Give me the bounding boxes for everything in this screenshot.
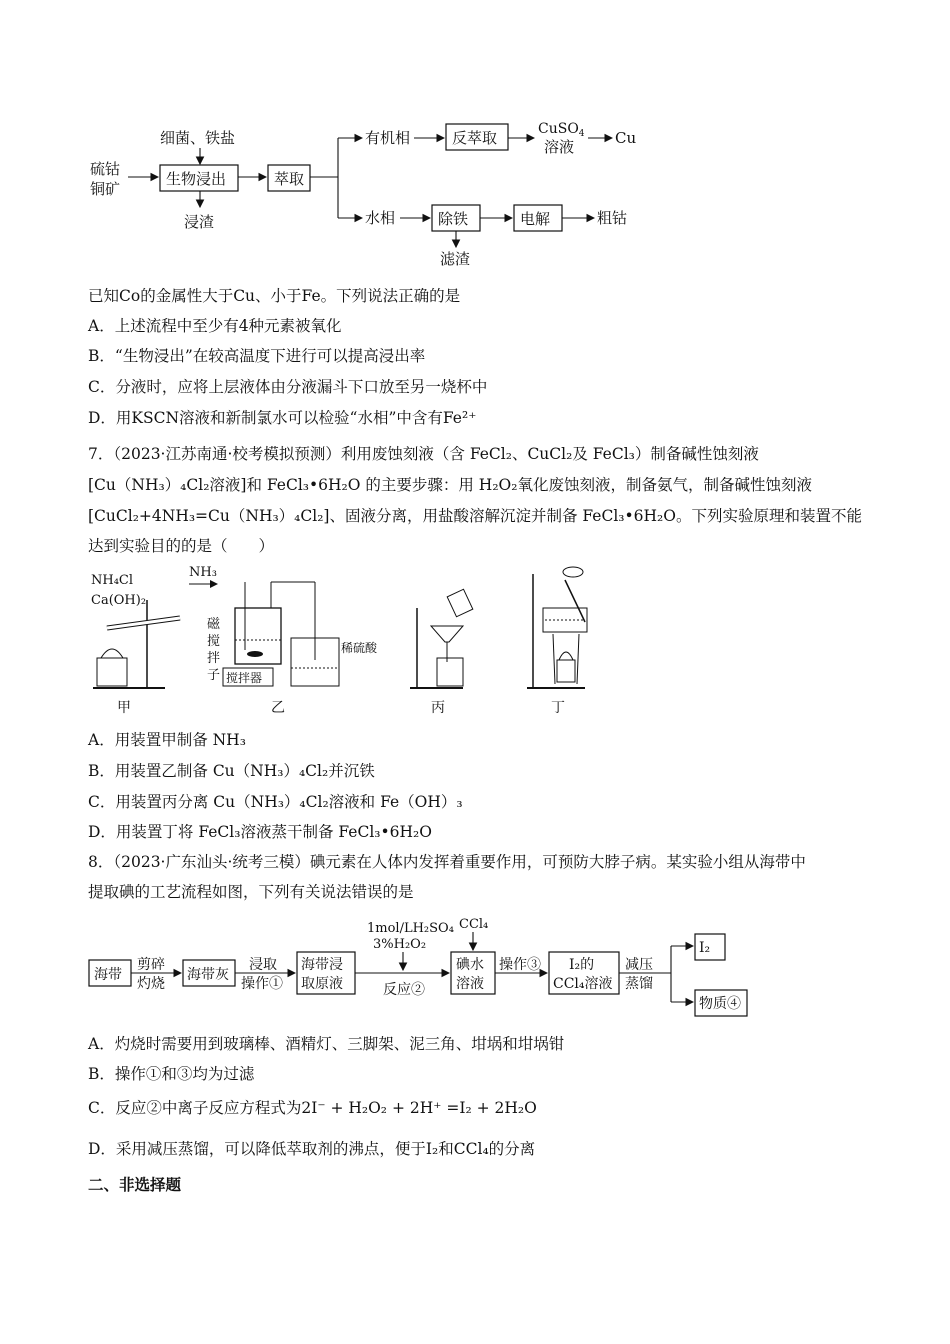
q8-line-2: 提取碘的工艺流程如图，下列有关说法错误的是 xyxy=(88,883,414,901)
flow2-reaction: 反应② xyxy=(383,982,425,998)
flow1-organic: 有机相 xyxy=(365,129,411,147)
q6-option-c: C．分液时，应将上层液体由分液漏斗下口放至另一烧杯中 xyxy=(88,378,488,396)
q8-line-1: 8．（2023·广东汕头·统考三模）碘元素在人体内发挥着重要作用，可预防大脖子病。某实验小组从海带中 xyxy=(88,853,806,871)
flow1-reagent: 细菌、铁盐 xyxy=(160,129,236,147)
flow2-reagent-2: 3%H₂O₂ xyxy=(373,937,427,952)
flow1-bioleach: 生物浸出 xyxy=(166,170,227,188)
q8-option-a: A．灼烧时需要用到玻璃棒、酒精灯、三脚架、泥三角、坩埚和坩埚钳 xyxy=(88,1035,565,1053)
flow2-distill: 蒸馏 xyxy=(625,976,653,992)
apparatus-stirbar-4: 子 xyxy=(207,668,221,683)
apparatus-caoh2: Ca(OH)₂ xyxy=(91,593,147,608)
flow2-stock-2: 取原液 xyxy=(301,976,343,992)
q6-option-a: A．上述流程中至少有4种元素被氧化 xyxy=(88,317,342,335)
flow2-vacuum: 减压 xyxy=(625,957,653,973)
flow2-stock-1: 海带浸 xyxy=(301,957,343,973)
q7-line-4: 达到实验目的的是（ ） xyxy=(88,537,275,555)
q6-option-d: D．用KSCN溶液和新制氯水可以检验“水相”中含有Fe²⁺ xyxy=(88,409,477,427)
flow2-i2: I₂ xyxy=(699,940,711,956)
flow2-op1: 操作① xyxy=(241,976,283,992)
apparatus-yi xyxy=(189,565,378,686)
flow2-i2-solution-1: I₂的 xyxy=(569,957,595,973)
flow1-remove-fe: 除铁 xyxy=(438,210,469,228)
flow2-i2-solution-2: CCl₄溶液 xyxy=(553,976,613,992)
flow2-leach: 浸取 xyxy=(249,957,277,973)
flow2-reagent-1: 1mol/LH₂SO₄ xyxy=(367,921,454,936)
flow1-residue1: 浸渣 xyxy=(184,213,215,231)
flow1-input-1: 硫钴 xyxy=(90,160,121,178)
q7-line-3: [CuCl₂+4NH₃=Cu（NH₃）₄Cl₂]、固液分离，用盐酸溶解沉淀并制备 FeCl₃•6H₂O。下列实验原理和装置不能 xyxy=(88,507,862,525)
apparatus-ding xyxy=(527,567,587,688)
flow1-crude-co: 粗钴 xyxy=(597,209,628,227)
apparatus-bing xyxy=(410,589,473,688)
apparatus-dilute-acid: 稀硫酸 xyxy=(341,641,378,655)
apparatus-label-jia: 甲 xyxy=(117,700,131,716)
flow2-ash: 海带灰 xyxy=(187,967,229,983)
flow1-extract: 萃取 xyxy=(274,170,305,188)
q7-line-2: [Cu（NH₃）₄Cl₂溶液]和 FeCl₃•6H₂O 的主要步骤：用 H₂O₂氧化废蚀刻液，制备氨气，制备碱性蚀刻液 xyxy=(88,476,812,494)
flow2-kelp: 海带 xyxy=(94,967,122,983)
apparatus-nh4cl: NH₄Cl xyxy=(91,573,134,588)
flow1-aqueous: 水相 xyxy=(365,209,396,227)
q8-option-d: D．采用减压蒸馏，可以降低萃取剂的沸点，便于I₂和CCl₄的分离 xyxy=(88,1140,536,1158)
flow1-cuso4-solution: 溶液 xyxy=(544,138,575,156)
section-heading: 二、非选择题 xyxy=(88,1175,182,1194)
flow1-residue2: 滤渣 xyxy=(440,250,471,268)
iodine-flowchart xyxy=(85,912,785,1022)
flow1-input-2: 铜矿 xyxy=(90,180,121,198)
q7-option-b: B．用装置乙制备 Cu（NH₃）₄Cl₂并沉铁 xyxy=(88,762,375,780)
flow1-back-extract: 反萃取 xyxy=(452,129,498,147)
flow1-electrolysis: 电解 xyxy=(520,210,551,228)
apparatus-label-bing: 丙 xyxy=(431,700,445,716)
q7-option-d: D．用装置丁将 FeCl₃溶液蒸干制备 FeCl₃•6H₂O xyxy=(88,823,432,841)
apparatus-stirbar-2: 搅 xyxy=(207,634,221,649)
apparatus-stirbar-1: 磁 xyxy=(207,617,221,632)
q7-option-c: C．用装置丙分离 Cu（NH₃）₄Cl₂溶液和 Fe（OH）₃ xyxy=(88,793,463,811)
flow2-cut: 剪碎 xyxy=(137,957,165,973)
q6-stem: 已知Co的金属性大于Cu、小于Fe。下列说法正确的是 xyxy=(88,287,461,305)
q7-line-1: 7．（2023·江苏南通·校考模拟预测）利用废蚀刻液（含 FeCl₂、CuCl₂及 FeCl₃）制备碱性蚀刻液 xyxy=(88,445,759,463)
flow2-iodine-water-2: 溶液 xyxy=(456,976,484,992)
q8-option-b: B．操作①和③均为过滤 xyxy=(88,1065,255,1083)
flow1-cuso4: CuSO$_4$ xyxy=(538,121,585,139)
q6-option-b: B．“生物浸出”在较高温度下进行可以提高浸出率 xyxy=(88,347,426,365)
apparatus-stirrer: 搅拌器 xyxy=(226,671,263,685)
flow2-ccl4: CCl₄ xyxy=(459,917,489,932)
q7-apparatus-figure xyxy=(85,560,625,720)
apparatus-label-yi: 乙 xyxy=(271,700,285,716)
apparatus-nh3: NH₃ xyxy=(189,565,217,580)
flow2-op3: 操作③ xyxy=(499,957,541,973)
apparatus-stirbar-3: 拌 xyxy=(207,651,221,666)
q8-option-c: C．反应②中离子反应方程式为2I⁻ + H₂O₂ + 2H⁺ =I₂ + 2H₂O xyxy=(88,1099,537,1117)
apparatus-label-ding: 丁 xyxy=(551,700,565,716)
flow2-burn: 灼烧 xyxy=(137,976,165,992)
cobalt-flowchart xyxy=(80,110,660,270)
flow2-iodine-water-1: 碘水 xyxy=(456,957,484,973)
q7-option-a: A．用装置甲制备 NH₃ xyxy=(88,731,246,749)
flow2-substance4: 物质④ xyxy=(699,996,741,1012)
flow1-cu: Cu xyxy=(615,129,637,147)
apparatus-jia xyxy=(91,573,180,688)
